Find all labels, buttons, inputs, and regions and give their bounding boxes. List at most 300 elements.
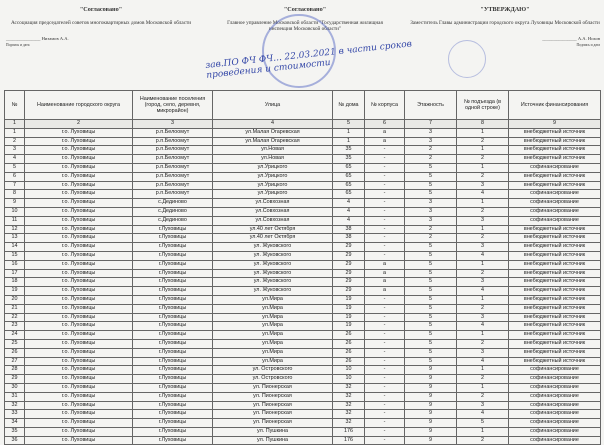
column-header: Наименование поселения (город, село, деревня, микрорайон) — [133, 91, 213, 120]
table-cell: ул. Пушкина — [213, 436, 333, 445]
sign-caption-right: Подпись и дата — [576, 42, 600, 47]
table-cell: г.Луховицы — [133, 225, 213, 234]
table-cell: 2 — [457, 234, 509, 243]
table-cell: 1 — [333, 137, 365, 146]
table-cell: г.о. Луховицы — [25, 339, 133, 348]
table-row — [5, 260, 601, 269]
table-cell: 5 — [405, 295, 457, 304]
table-cell: с.Дединово — [133, 199, 213, 208]
table-cell: ул.Мира — [213, 304, 333, 313]
table-cell: ул.Новая — [213, 155, 333, 164]
column-number: 3 — [133, 120, 213, 129]
table-cell: 1 — [457, 199, 509, 208]
table-cell: софинансирование — [509, 190, 601, 199]
table-cell: г.о. Луховицы — [25, 128, 133, 137]
table-cell: внебюджетный источник — [509, 155, 601, 164]
table-cell: софинансирование — [509, 383, 601, 392]
table-cell: 2 — [457, 172, 509, 181]
table-cell: 12 — [5, 225, 25, 234]
table-cell: г.о. Луховицы — [25, 392, 133, 401]
table-row — [5, 410, 601, 419]
table-cell: г.о. Луховицы — [25, 322, 133, 331]
table-cell: г.о. Луховицы — [25, 348, 133, 357]
table-cell: 4 — [5, 155, 25, 164]
table-cell: г.Луховицы — [133, 295, 213, 304]
table-cell: 9 — [405, 392, 457, 401]
table-cell: 2 — [405, 225, 457, 234]
table-row — [5, 401, 601, 410]
table-row — [5, 348, 601, 357]
table-cell: 31 — [5, 392, 25, 401]
table-cell: 2 — [5, 137, 25, 146]
table-cell: ул.Совхозная — [213, 216, 333, 225]
table-cell: 19 — [333, 304, 365, 313]
table-cell: 9 — [405, 427, 457, 436]
table-cell: 16 — [5, 260, 25, 269]
seal-stamp-right — [448, 40, 486, 78]
table-cell: внебюджетный источник — [509, 128, 601, 137]
table-cell: 1 — [457, 331, 509, 340]
table-cell: внебюджетный источник — [509, 287, 601, 296]
column-number: 6 — [365, 120, 405, 129]
column-header: № — [5, 91, 25, 120]
table-cell: г.о. Луховицы — [25, 260, 133, 269]
table-cell: г.о. Луховицы — [25, 401, 133, 410]
table-cell: 15 — [5, 251, 25, 260]
table-cell: 1 — [457, 260, 509, 269]
table-cell: - — [365, 339, 405, 348]
table-cell: внебюджетный источник — [509, 243, 601, 252]
table-row — [5, 128, 601, 137]
table-cell: 32 — [333, 419, 365, 428]
table-cell: г.Луховицы — [133, 375, 213, 384]
table-cell: 4 — [333, 207, 365, 216]
table-cell: 23 — [5, 322, 25, 331]
table-cell: 3 — [405, 199, 457, 208]
table-cell: - — [365, 199, 405, 208]
table-cell: г.о. Луховицы — [25, 304, 133, 313]
approval-block-left — [6, 6, 196, 47]
table-cell: г.Луховицы — [133, 251, 213, 260]
table-cell: ул. Жуковского — [213, 269, 333, 278]
table-cell: 18 — [5, 278, 25, 287]
table-cell: 2 — [457, 207, 509, 216]
table-cell: ул. Жуковского — [213, 251, 333, 260]
table-cell: внебюджетный источник — [509, 146, 601, 155]
table-cell: р.п.Белоомут — [133, 190, 213, 199]
table-cell: 9 — [405, 383, 457, 392]
table-cell: ул.Урицкого — [213, 181, 333, 190]
table-cell: г.о. Луховицы — [25, 366, 133, 375]
approval-org-left: Ассоциация председателей советов многоквартирных домов Московской области — [10, 19, 192, 26]
table-cell: внебюджетный источник — [509, 234, 601, 243]
table-cell: 19 — [333, 313, 365, 322]
table-cell: ул. Жуковского — [213, 278, 333, 287]
table-row — [5, 331, 601, 340]
table-cell: 4 — [457, 322, 509, 331]
table-cell: внебюджетный источник — [509, 172, 601, 181]
table-cell: 4 — [457, 190, 509, 199]
table-cell: 26 — [333, 331, 365, 340]
table-cell: внебюджетный источник — [509, 251, 601, 260]
table-cell: 14 — [5, 243, 25, 252]
table-cell: 29 — [333, 287, 365, 296]
table-cell: 1 — [457, 383, 509, 392]
table-cell: софинансирование — [509, 410, 601, 419]
table-cell: 35 — [333, 146, 365, 155]
table-cell: ул.Мира — [213, 348, 333, 357]
table-cell: г.о. Луховицы — [25, 234, 133, 243]
table-cell: 5 — [5, 163, 25, 172]
table-cell: 7 — [5, 181, 25, 190]
table-cell: 19 — [5, 287, 25, 296]
table-cell: ул. Жуковского — [213, 243, 333, 252]
table-row — [5, 313, 601, 322]
table-cell: 2 — [457, 304, 509, 313]
table-cell: софинансирование — [509, 199, 601, 208]
table-row — [5, 322, 601, 331]
table-cell: 11 — [5, 216, 25, 225]
table-cell: - — [365, 401, 405, 410]
table-cell: 3 — [457, 348, 509, 357]
table-cell: г.Луховицы — [133, 260, 213, 269]
table-cell: 26 — [5, 348, 25, 357]
table-cell: ул. Островского — [213, 375, 333, 384]
table-row — [5, 163, 601, 172]
table-row — [5, 137, 601, 146]
approval-title-left: "Согласовано" — [79, 6, 123, 13]
table-cell: г.о. Луховицы — [25, 216, 133, 225]
document-header — [0, 0, 604, 92]
table-cell: 10 — [333, 375, 365, 384]
table-cell: - — [365, 163, 405, 172]
table-cell: - — [365, 243, 405, 252]
column-number: 2 — [25, 120, 133, 129]
table-cell: внебюджетный источник — [509, 348, 601, 357]
table-row — [5, 383, 601, 392]
table-cell: ул.40 лет Октября — [213, 234, 333, 243]
table-cell: софинансирование — [509, 163, 601, 172]
table-cell: 1 — [333, 128, 365, 137]
table-cell: - — [365, 313, 405, 322]
table-cell: внебюджетный источник — [509, 339, 601, 348]
table-cell: 3 — [457, 243, 509, 252]
table-cell: - — [365, 383, 405, 392]
table-cell: г.Луховицы — [133, 339, 213, 348]
table-cell: 4 — [457, 357, 509, 366]
table-cell: 29 — [333, 278, 365, 287]
column-number: 9 — [509, 120, 601, 129]
table-cell: 32 — [333, 401, 365, 410]
table-cell: 1 — [457, 225, 509, 234]
column-number: 5 — [333, 120, 365, 129]
table-cell: внебюджетный источник — [509, 313, 601, 322]
table-cell: г.о. Луховицы — [25, 155, 133, 164]
table-cell: г.Луховицы — [133, 436, 213, 445]
table-cell: р.п.Белоомут — [133, 172, 213, 181]
table-cell: внебюджетный источник — [509, 260, 601, 269]
table-cell: 3 — [405, 216, 457, 225]
table-row — [5, 199, 601, 208]
table-cell: - — [365, 295, 405, 304]
table-cell: ул.Мира — [213, 331, 333, 340]
table-row — [5, 146, 601, 155]
table-cell: г.Луховицы — [133, 313, 213, 322]
table-cell: - — [365, 172, 405, 181]
approval-title-right: "УТВЕРЖДАЮ" — [480, 6, 530, 13]
table-cell: софинансирование — [509, 436, 601, 445]
table-cell: - — [365, 419, 405, 428]
table-cell: ул.Совхозная — [213, 199, 333, 208]
table-cell: 35 — [333, 155, 365, 164]
table-cell: г.о. Луховицы — [25, 146, 133, 155]
table-cell: 9 — [405, 436, 457, 445]
table-cell: - — [365, 234, 405, 243]
table-cell: 35 — [5, 427, 25, 436]
table-cell: 3 — [457, 181, 509, 190]
table-cell: г.о. Луховицы — [25, 269, 133, 278]
table-cell: 4 — [457, 410, 509, 419]
table-cell: 5 — [405, 181, 457, 190]
table-cell: 5 — [405, 357, 457, 366]
table-cell: 29 — [333, 260, 365, 269]
table-cell: ул.40 лет Октября — [213, 225, 333, 234]
table-cell: внебюджетный источник — [509, 357, 601, 366]
table-cell: - — [365, 427, 405, 436]
table-cell: 5 — [405, 243, 457, 252]
table-cell: г.Луховицы — [133, 243, 213, 252]
table-cell: ул. Жуковского — [213, 260, 333, 269]
table-cell: 176 — [333, 436, 365, 445]
table-cell: 26 — [333, 339, 365, 348]
table-cell: ул.Урицкого — [213, 172, 333, 181]
table-cell: с.Дединово — [133, 207, 213, 216]
table-cell: 32 — [5, 401, 25, 410]
table-cell: г.о. Луховицы — [25, 419, 133, 428]
table-cell: - — [365, 207, 405, 216]
table-cell: 2 — [405, 155, 457, 164]
table-cell: р.п.Белоомут — [133, 146, 213, 155]
table-cell: г.о. Луховицы — [25, 410, 133, 419]
table-cell: 28 — [5, 366, 25, 375]
table-cell: 5 — [405, 278, 457, 287]
table-row — [5, 375, 601, 384]
table-cell: - — [365, 375, 405, 384]
table-cell: 5 — [405, 163, 457, 172]
approval-org-center: Главное управление Московской области "Государственная жилищная инспекция Московской области" — [227, 19, 383, 33]
handwritten-note: зав.ПО ФЧ ФЧ... 22.03.2021 в части сроков проведения и стоимости — [204, 39, 413, 81]
table-cell: г.о. Луховицы — [25, 287, 133, 296]
table-cell: 5 — [405, 331, 457, 340]
column-header: Улица — [213, 91, 333, 120]
table-cell: 8 — [5, 190, 25, 199]
table-cell: 5 — [405, 172, 457, 181]
approval-signer-right: _______________ А.А. Нохов — [542, 36, 600, 42]
table-cell: г.о. Луховицы — [25, 357, 133, 366]
table-cell: г.о. Луховицы — [25, 190, 133, 199]
approval-signer-left: _______________ Низамов А.А. — [6, 36, 69, 42]
table-cell: 2 — [405, 146, 457, 155]
table-cell: а — [365, 269, 405, 278]
table-cell: 30 — [5, 383, 25, 392]
table-cell: г.о. Луховицы — [25, 313, 133, 322]
table-cell: 2 — [457, 137, 509, 146]
houses-table — [4, 90, 601, 445]
table-cell: г.о. Луховицы — [25, 181, 133, 190]
table-cell: г.Луховицы — [133, 357, 213, 366]
table-cell: 2 — [457, 392, 509, 401]
table-cell: - — [365, 410, 405, 419]
table-cell: 19 — [333, 322, 365, 331]
table-cell: г.Луховицы — [133, 383, 213, 392]
table-cell: 65 — [333, 190, 365, 199]
table-cell: - — [365, 251, 405, 260]
table-cell: 3 — [405, 137, 457, 146]
table-cell: р.п.Белоомут — [133, 128, 213, 137]
approval-org-right: Заместитель Главы администрации городского округа Луховицы Московской области — [410, 19, 600, 26]
column-header: Этажность — [405, 91, 457, 120]
table-cell: - — [365, 348, 405, 357]
table-cell: 38 — [333, 225, 365, 234]
table-cell: ул.Урицкого — [213, 163, 333, 172]
table-cell: 5 — [405, 260, 457, 269]
table-cell: 5 — [405, 287, 457, 296]
table-cell: 34 — [5, 419, 25, 428]
table-header-row — [5, 91, 601, 120]
table-cell: 5 — [405, 304, 457, 313]
table-cell: - — [365, 304, 405, 313]
table-cell: 5 — [405, 251, 457, 260]
table-cell: г.Луховицы — [133, 322, 213, 331]
table-cell: 24 — [5, 331, 25, 340]
table-cell: 10 — [5, 207, 25, 216]
table-cell: софинансирование — [509, 419, 601, 428]
table-cell: 3 — [457, 313, 509, 322]
table-cell: г.о. Луховицы — [25, 278, 133, 287]
table-cell: 1 — [457, 366, 509, 375]
table-cell: 9 — [405, 375, 457, 384]
table-cell: ул. Пионерская — [213, 383, 333, 392]
table-cell: 65 — [333, 181, 365, 190]
column-header: № корпуса — [365, 91, 405, 120]
table-cell: 29 — [5, 375, 25, 384]
table-row — [5, 155, 601, 164]
table-cell: ул.Мира — [213, 295, 333, 304]
table-cell: внебюджетный источник — [509, 295, 601, 304]
approval-title-center: "Согласовано" — [283, 6, 327, 13]
table-row — [5, 427, 601, 436]
table-cell: 38 — [333, 234, 365, 243]
table-cell: 2 — [457, 436, 509, 445]
table-cell: 65 — [333, 163, 365, 172]
table-cell: 21 — [5, 304, 25, 313]
table-cell: 65 — [333, 172, 365, 181]
table-row — [5, 269, 601, 278]
table-cell: внебюджетный источник — [509, 137, 601, 146]
table-cell: - — [365, 225, 405, 234]
table-cell: 2 — [405, 234, 457, 243]
table-cell: - — [365, 216, 405, 225]
table-cell: ул.Совхозная — [213, 207, 333, 216]
table-row — [5, 366, 601, 375]
table-cell: г.Луховицы — [133, 348, 213, 357]
table-row — [5, 225, 601, 234]
column-number: 1 — [5, 120, 25, 129]
table-cell: 9 — [405, 401, 457, 410]
table-cell: - — [365, 331, 405, 340]
table-cell: софинансирование — [509, 375, 601, 384]
table-row — [5, 278, 601, 287]
table-cell: внебюджетный источник — [509, 278, 601, 287]
table-cell: г.Луховицы — [133, 269, 213, 278]
table-row — [5, 207, 601, 216]
table-row — [5, 357, 601, 366]
table-cell: 5 — [405, 269, 457, 278]
table-cell: ул.Мира — [213, 322, 333, 331]
table-cell: г.о. Луховицы — [25, 375, 133, 384]
table-cell: а — [365, 260, 405, 269]
table-cell: софинансирование — [509, 207, 601, 216]
table-cell: ул. Жуковского — [213, 287, 333, 296]
table-cell: - — [365, 322, 405, 331]
table-cell: - — [365, 436, 405, 445]
table-cell: 5 — [405, 348, 457, 357]
table-cell: 10 — [333, 366, 365, 375]
table-cell: 9 — [5, 199, 25, 208]
table-cell: 1 — [457, 295, 509, 304]
table-cell: ул. Пушкина — [213, 427, 333, 436]
table-cell: 25 — [5, 339, 25, 348]
table-cell: 13 — [5, 234, 25, 243]
table-cell: 36 — [5, 436, 25, 445]
table-cell: ул.Мира — [213, 339, 333, 348]
table-cell: 2 — [457, 339, 509, 348]
table-cell: 19 — [333, 295, 365, 304]
table-cell: г.о. Луховицы — [25, 295, 133, 304]
table-cell: 4 — [333, 216, 365, 225]
table-cell: внебюджетный источник — [509, 304, 601, 313]
table-cell: г.о. Луховицы — [25, 137, 133, 146]
table-cell: г.о. Луховицы — [25, 383, 133, 392]
table-cell: 2 — [457, 269, 509, 278]
table-cell: - — [365, 155, 405, 164]
table-cell: 32 — [333, 383, 365, 392]
column-header: Наименование городского округа — [25, 91, 133, 120]
table-cell: внебюджетный источник — [509, 181, 601, 190]
table-cell: ул. Островского — [213, 366, 333, 375]
table-cell: г.о. Луховицы — [25, 172, 133, 181]
column-header: № подъезда (в одной строке) — [457, 91, 509, 120]
table-cell: - — [365, 357, 405, 366]
table-body — [5, 120, 601, 445]
table-cell: 3 — [457, 401, 509, 410]
signer-name-left: Низамов А.А. — [41, 36, 69, 42]
table-cell: 2 — [457, 155, 509, 164]
table-cell: г.Луховицы — [133, 278, 213, 287]
table-cell: ул. Пионерская — [213, 401, 333, 410]
table-cell: ул. Пионерская — [213, 392, 333, 401]
table-row — [5, 304, 601, 313]
table-cell: 29 — [333, 243, 365, 252]
table-cell: г.Луховицы — [133, 410, 213, 419]
column-number-row — [5, 120, 601, 129]
column-number: 7 — [405, 120, 457, 129]
table-row — [5, 234, 601, 243]
table-cell: 26 — [333, 348, 365, 357]
table-cell: - — [365, 190, 405, 199]
table-cell: 3 — [405, 207, 457, 216]
table-cell: софинансирование — [509, 427, 601, 436]
